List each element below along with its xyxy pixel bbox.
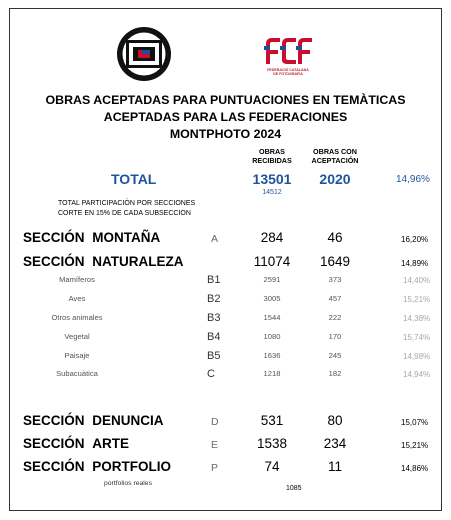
subsection-received: 1218 [263,369,281,378]
note-line2: CORTE EN 15% DE CADA SUBSECCION [58,210,191,217]
subsection-name: Mamíferos [59,275,95,284]
subsection-accepted: 245 [328,351,342,360]
section-naturaleza-accepted: 1649 [319,254,351,269]
section-denuncia-letter: D [211,416,219,428]
subsection-name: Subacuàtica [56,369,98,378]
subsection-name: Aves [68,294,86,303]
title-line3: MONTPHOTO 2024 [169,127,282,141]
subsection-accepted: 373 [328,275,342,284]
subsection-accepted: 222 [328,313,342,322]
subsection-received: 3005 [263,294,281,303]
subsection-code: B5 [207,350,221,362]
subsection-name: Paisaje [64,351,90,360]
subsection-percent: 14,98% [403,352,431,361]
subsection-code: B2 [207,293,221,305]
section-arte-percent: 15,21% [401,441,429,450]
subsection-code: B3 [207,312,221,324]
subsection-percent: 14,94% [403,370,431,379]
total-received-note: 14512 [262,189,282,196]
subsection-name: Otros animales [51,313,103,322]
title-line2: ACEPTADAS PARA LAS FEDERACIONES [103,110,348,124]
col-received-header: OBRAS RECIBIDAS [252,147,292,165]
section-montana-label: SECCIÓN MONTAÑA [23,230,161,245]
section-arte-letter: E [211,439,219,451]
fcf-federation-logo-icon [256,34,320,76]
section-portfolio-label: SECCIÓN PORTFOLIO [23,459,172,474]
section-montana-percent: 16,20% [401,235,429,244]
section-denuncia-accepted: 80 [327,413,343,428]
section-naturaleza-percent: 14,89% [401,259,429,268]
total-label: TOTAL [111,171,157,187]
section-montana-letter: A [211,233,219,245]
section-naturaleza-label: SECCIÓN NATURALEZA [23,254,184,269]
section-arte-accepted: 234 [323,436,347,451]
section-montana-received: 284 [260,230,284,245]
section-naturaleza-received: 11074 [253,254,291,269]
total-percent: 14,96% [396,174,430,185]
logo-caption-line2: DE FOTOGRAFIA [273,72,303,76]
section-montana-accepted: 46 [327,230,343,245]
subsection-accepted: 182 [328,369,342,378]
camera-aperture-logo-icon [112,26,176,82]
subsection-received: 1544 [263,313,281,322]
total-accepted: 2020 [319,171,351,187]
section-portfolio-percent: 14,86% [401,464,429,473]
col-accepted-header: OBRAS CON ACEPTACIÓN [311,147,359,165]
subsection-received: 2591 [263,275,281,284]
portfolio-note-value: 1085 [286,485,302,492]
title-line1: OBRAS ACEPTADAS PARA PUNTUACIONES EN TEMÀTICAS [45,93,406,107]
subsection-received: 1080 [263,332,281,341]
subsection-accepted: 170 [328,332,342,341]
section-denuncia-received: 531 [260,413,284,428]
subsection-percent: 15,74% [403,333,431,342]
subsection-name: Vegetal [64,332,90,341]
subsection-code: C [207,368,215,380]
subsection-accepted: 457 [328,294,342,303]
section-denuncia-label: SECCIÓN DENUNCIA [23,413,164,428]
section-portfolio-received: 74 [264,459,280,474]
subsection-percent: 14,40% [403,276,431,285]
note-line1: TOTAL PARTICIPACIÓN POR SECCIONES [58,200,196,207]
subsection-percent: 15,21% [403,295,431,304]
section-portfolio-letter: P [211,462,219,474]
total-received: 13501 [252,171,292,187]
section-arte-label: SECCIÓN ARTE [23,436,130,451]
subsection-code: B4 [207,331,221,343]
portfolio-note-label: portfolios reales [104,480,152,487]
section-denuncia-percent: 15,07% [401,418,429,427]
logo-caption-line1: FEDERACIÓ CATALANA [267,68,309,72]
section-portfolio-accepted: 11 [327,459,342,474]
subsection-received: 1636 [263,351,281,360]
subsection-code: B1 [207,274,221,286]
subsection-percent: 14,38% [403,314,431,323]
section-arte-received: 1538 [256,436,288,451]
